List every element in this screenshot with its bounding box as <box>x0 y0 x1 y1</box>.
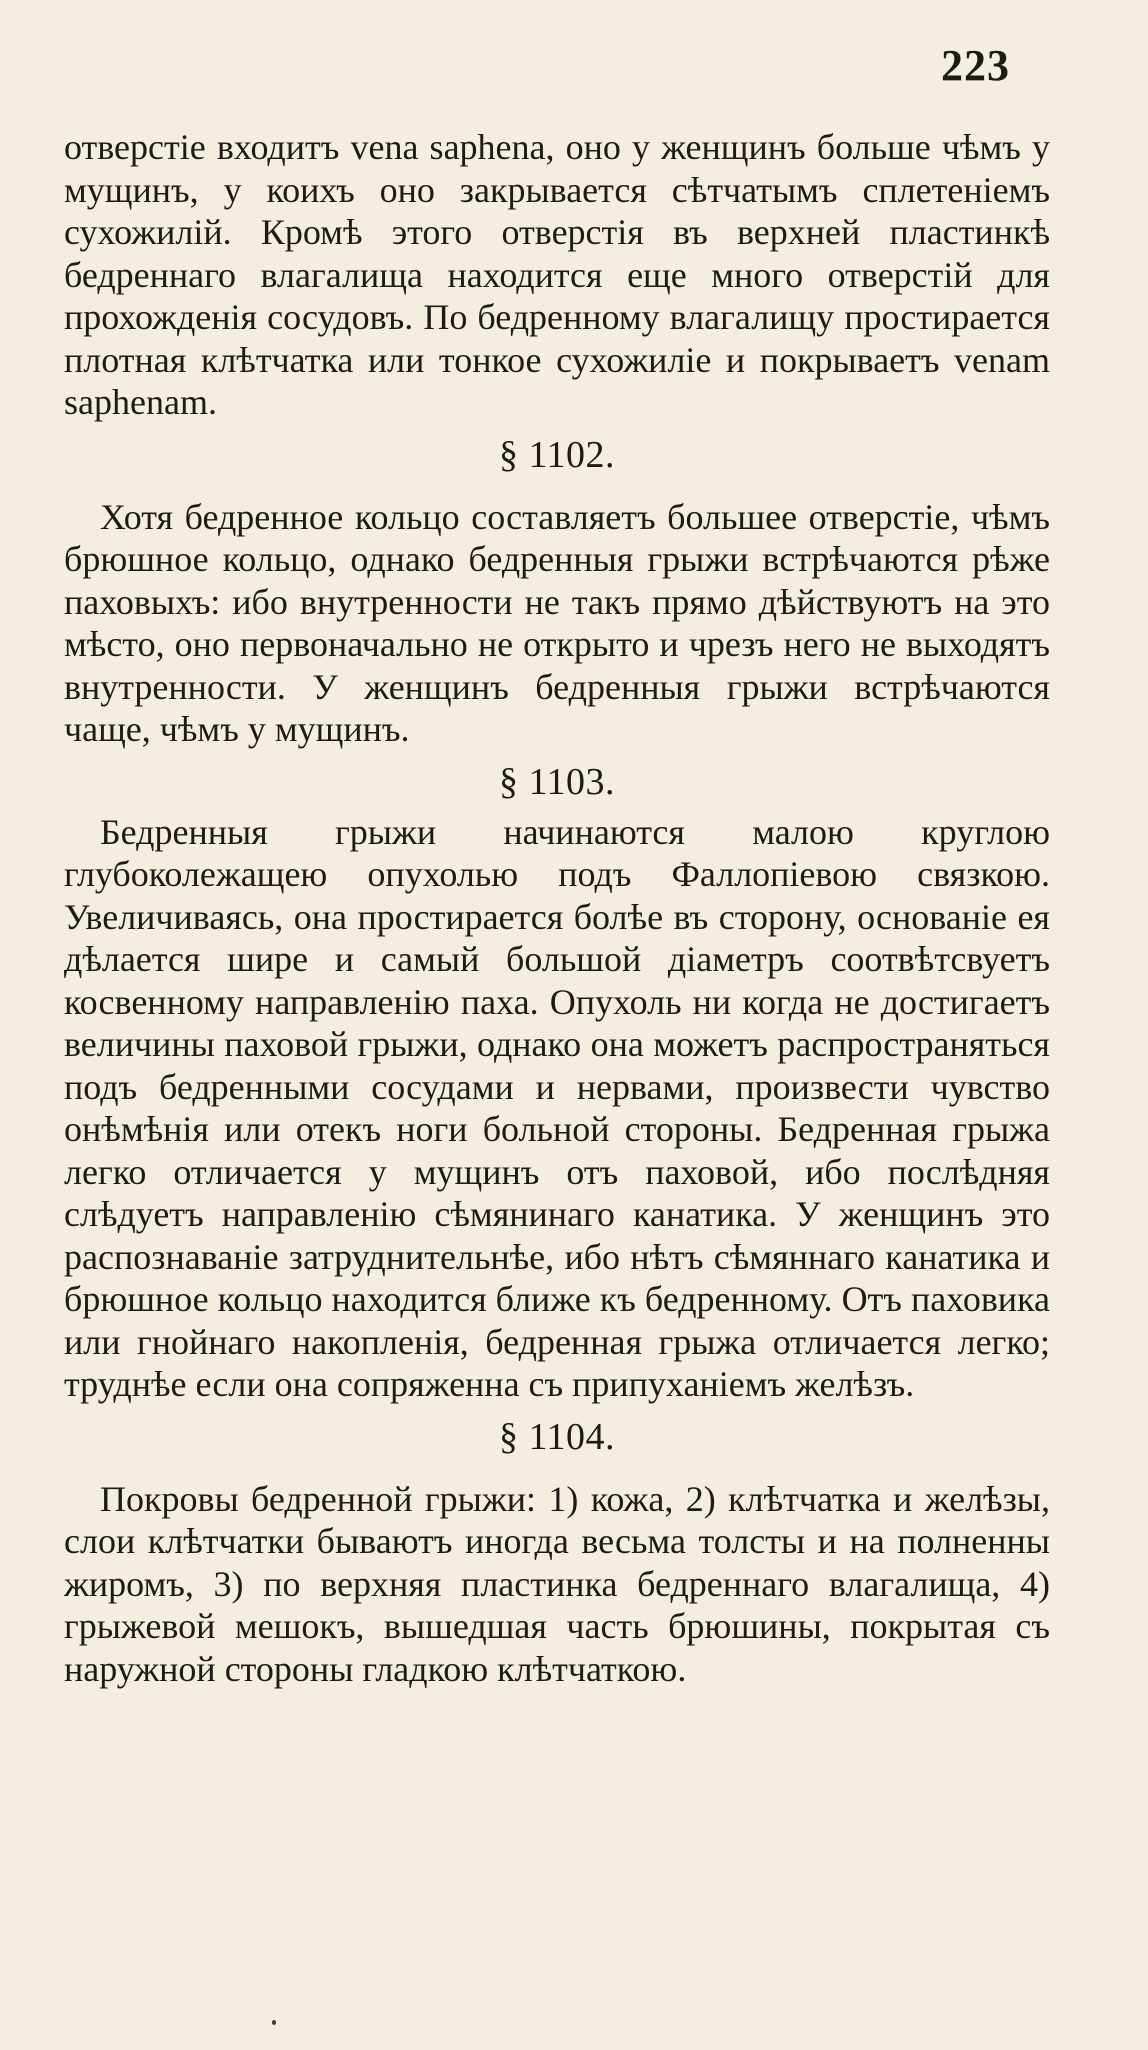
section-heading-1103: § 1103. <box>498 760 616 803</box>
section-1103-paragraph: Бедренныя грыжи начинаются малою круглою глубоколежащею опухолью подъ Фаллопіевою связкою. Увеличиваясь, она простирается болѣе въ сторону, основаніе ея дѣлается шире и самый большой діаметръ соотвѣтсвуетъ косвенному направленію паха. Опухоль ни когда не достигаетъ величины паховой грыжи, однако она можетъ распространяться подъ бедренными сосудами и нервами, произвести чувство онѣмѣнія или отекъ ноги больной стороны. Бедренная грыжа легко отличается у мущинъ отъ паховой, ибо послѣдняя слѣдуетъ направленію сѣмянинаго канатика. У женщинъ это распознаваніе затруднительнѣе, ибо нѣтъ сѣмяннаго канатика и брюшное кольцо находится ближе къ бедренному. Отъ паховика или гнойнаго накопленія, бедренная грыжа отличается легко; труднѣе если она сопряженна съ припуханіемъ желѣзъ. <box>64 811 1050 1404</box>
section-heading-1104: § 1104. <box>498 1415 616 1458</box>
section-heading-1102: § 1102. <box>498 433 616 476</box>
page-body <box>64 126 1050 1690</box>
section-1104-paragraph: Покровы бедренной грыжи: 1) кожа, 2) клѣтчатка и желѣзы, слои клѣтчатки бываютъ иногда весьма толсты и на полненны жиромъ, 3) по верхняя пластинка бедреннаго влагалища, 4) грыжевой мешокъ, вышедшая часть брюшины, покрытая съ наружной стороны гладкою клѣтчаткою. <box>64 1478 1050 1689</box>
continuation-paragraph: отверстіе входитъ vena saphena, оно у женщинъ больше чѣмъ у мущинъ, у коихъ оно закрывается сѣтчатымъ сплетеніемъ сухожилій. Кромѣ этого отверстія въ верхней пластинкѣ бедреннаго влагалища находится еще много отверстій для прохожденія сосудовъ. По бедренному влагалищу простирается плотная клѣтчатка или тонкое сухожиліе и покрываетъ venam saphenam. <box>64 127 1050 422</box>
ink-speck <box>272 2020 276 2025</box>
page-number: 223 <box>941 41 1010 90</box>
section-1102-paragraph: Хотя бедренное кольцо составляетъ большее отверстіе, чѣмъ брюшное кольцо, однако бедренныя грыжи встрѣчаются рѣже паховыхъ: ибо внутренности не такъ прямо дѣйствуютъ на это мѣсто, оно первоначально не открыто и чрезъ него не выходятъ внутренности. У женщинъ бедренныя грыжи встрѣчаются чаще, чѣмъ у мущинъ. <box>64 496 1050 749</box>
